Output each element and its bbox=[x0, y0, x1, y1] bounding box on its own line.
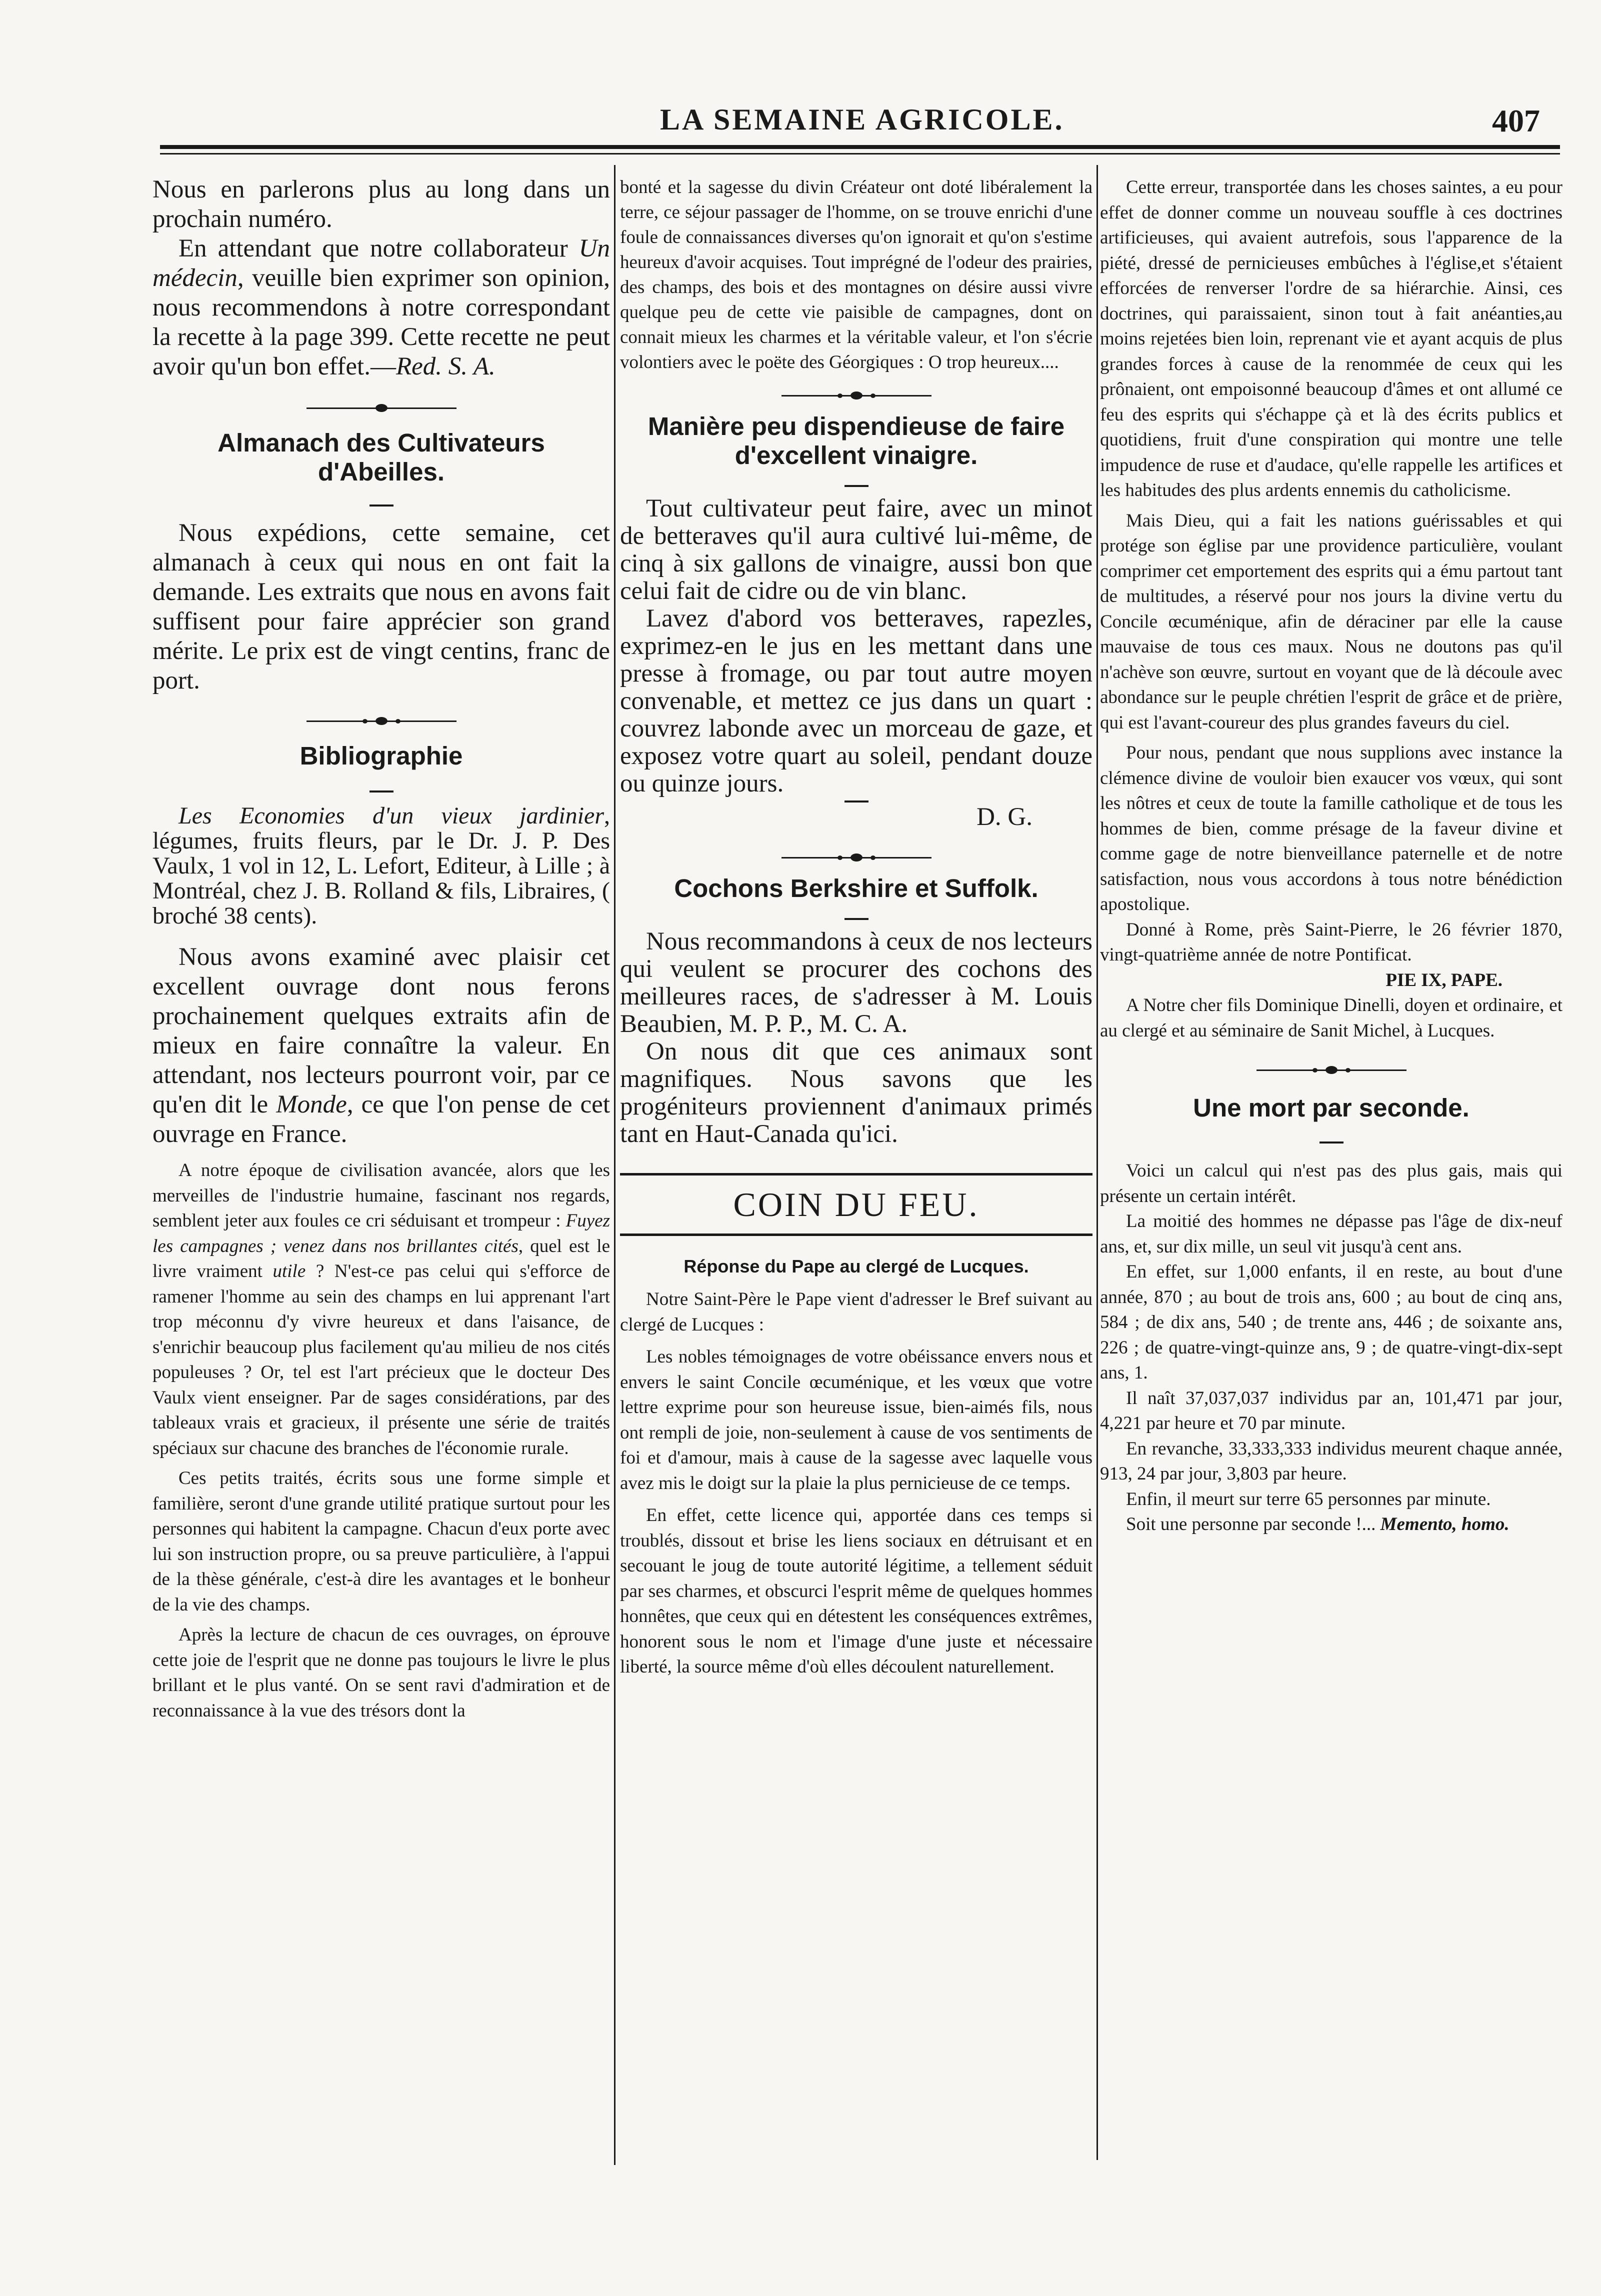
mort-text-2: La moitié des hommes ne dépasse pas l'âge de dix-neuf ans, et, sur dix mille, un seul vit jusqu'à cent ans. bbox=[1100, 1211, 1562, 1257]
vinaigre-heading: Manière peu dispendieuse de faire d'excellent vinaigre. bbox=[648, 412, 1065, 470]
mort-heading: Une mort par seconde. bbox=[1193, 1094, 1470, 1122]
pape-intro: Notre Saint-Père le Pape vient d'adresser le Bref suivant au clergé de Lucques : bbox=[620, 1289, 1092, 1335]
quote-text-c: ? N'est-ce pas celui qui s'efforce de ramener l'homme au sein des champs en lui apprenant l'art trop méconnu d'y vivre heureux et dans l'aisance, de s'enrichir beaucoup plus facilement qu'au milieu de nos cités populeuses ? Or, tel est l'art précieux que le docteur Des Vaulx vient enseigner. Par de sages considérations, par des tableaux vrais et gracieux, il présente une série de traités spéciaux sur chacune des branches de l'économie rurale. bbox=[152, 1261, 610, 1458]
pape-letter-2: En effet, cette licence qui, apportée dans ces temps si troublés, dissout et brise les liens sociaux en détruisant et en secouant le joug de toute autorité légitime, a tellement séduit par ses charmes, et obscurci l'esprit même de quelques hommes honnêtes, que ceux qui en détestent les conséquences extrêmes, honorent sous le nom et l'image d'une juste et nécessaire liberté, la source même d'où elles découlent naturellement. bbox=[620, 1505, 1092, 1677]
book-title: Les Economies d'un vieux jardinier bbox=[178, 802, 604, 829]
pape-letter-3: Cette erreur, transportée dans les choses saintes, a eu pour effet de donner comme un nouveau souffle à ces doctrines artificieuses, qui avaient autrefois, sous l'apparence de la piété, dressé de pernicieuses embûches à l'église,et s'étaient efforcées de renverser l'ordre de sa hiérarchie. Ainsi, ces doctrines, qui paraissaient, sinon tout à fait anéanties,au moins rejetées bien loin, reprenant vie et ayant acquis de plus grandes forces à cause de la renommée de ceux qui les prônaient, ont empoisonné beaucoup d'âmes et ont allumé ce feu des esprits qui s'échappe çà et là des écrits publics et quotidiens, fruit d'une conspiration qui montre une telle impudence de ruse et d'audace, qu'elle rappelle les artifices et les habitudes des plus ardents ennemis du catholicisme. bbox=[1100, 177, 1562, 500]
quote-text-a: A notre époque de civilisation avancée, alors que les merveilles de l'industrie humaine, fascinant nos regards, semblent jeter aux foules ce cri séduisant et trompeur : bbox=[152, 1160, 610, 1231]
column-3 bbox=[1100, 175, 1562, 2160]
quoted-paragraph-1 bbox=[152, 1158, 610, 1461]
mort-text-3: En effet, sur 1,000 enfants, il en reste, au bout d'une année, 870 ; au bout de trois ans, 600 ; au bout de cinq ans, 584 ; de dix ans, 540 ; de trente ans, 446 ; de soixante ans, 226 ; de quatre-vingt-quinze ans, 9 ; de quatre-vingt-dix-sept ans, 1. bbox=[1100, 1262, 1562, 1383]
almanach-text: Nous expédions, cette semaine, cet almanach à ceux qui nous en ont fait la demande. Les extraits que nous en avons fait suffisent pour faire apprécier son grand mérite. Le prix est de vingt centins, franc de port. bbox=[152, 519, 610, 694]
quoted-paragraph-2: Ces petits traités, écrits sous une forme simple et familière, seront d'une grande utilité pratique surtout pour les personnes qui habitent la campagne. Chacun d'eux porte avec lui son instruction propre, ou sa preuve particulière, à l'appui de la thèse générale, c'est-à dire les avantages et le bonheur de la vie des champs. bbox=[152, 1468, 610, 1615]
mort-text-6: Enfin, il meurt sur terre 65 personnes par minute. bbox=[1126, 1488, 1491, 1510]
section-ornament bbox=[782, 852, 932, 863]
mort-text-4: Il naît 37,037,037 individus par an, 101,471 par jour, 4,221 par heure et 70 par minute. bbox=[1100, 1388, 1562, 1434]
coin-du-feu-title: COIN DU FEU. bbox=[733, 1186, 980, 1224]
mort-text-7a: Soit une personne par seconde !... bbox=[1126, 1514, 1380, 1534]
section-ornament bbox=[306, 402, 456, 414]
review-text-2: , ce que l'on pense de cet ouvrage en France. bbox=[152, 1090, 610, 1148]
page-number: 407 bbox=[1492, 103, 1540, 138]
almanach-heading: Almanach des Cultivateurs d'Abeilles. bbox=[218, 428, 545, 486]
article-continuation: bonté et la sagesse du divin Créateur ont doté libéralement la terre, ce séjour passager de l'homme, on se trouve enrichi d'une foule de connaissances diverses qu'on ignorait et qu'on s'estime heureux d'avoir acquises. Tout imprégné de l'odeur des prairies, des champs, des bois et des montagnes on désire aussi vivre quelque peu de cette vie paisible de campagnes, dont on connait mieux les charmes et la véritable valeur, et l'on s'écrie volontiers avec le poëte des Géorgiques : O trop heureux.... bbox=[620, 177, 1092, 372]
newspaper-title: LA SEMAINE AGRICOLE. bbox=[660, 103, 1064, 136]
article-continuation: Nous en parlerons plus au long dans un prochain numéro. bbox=[152, 176, 610, 233]
header-rule-thin bbox=[160, 153, 1560, 154]
editor-note-post: , veuille bien exprimer son opinion, nous recommendons à notre correspondant la recette à la page 399. Cette recette ne peut avoir qu'un bon effet.— bbox=[152, 264, 610, 380]
section-ornament bbox=[306, 716, 456, 726]
editor-note-pre: En attendant que notre collaborateur bbox=[178, 234, 579, 262]
memento-homo: Memento, homo. bbox=[1380, 1514, 1510, 1534]
pape-letter-5: Pour nous, pendant que nous supplions avec instance la clémence divine de vouloir bien exaucer vos vœux, qui sont les nôtres et ceux de toute la famille catholique et de tous les hommes de bien, comme présage de la faveur divine et comme gage de notre bienveillance paternelle et de notre satisfaction, nous vous accordons à tous notre bénédiction apostolique. bbox=[1100, 742, 1562, 914]
book-reference bbox=[152, 804, 610, 928]
editor-note bbox=[152, 234, 610, 382]
review-text-1: Nous avons examiné avec plaisir cet excellent ouvrage dont nous ferons prochainement quelques extraits afin de mieux en faire connaître la valeur. En attendant, nos lecteurs pourront voir, par ce qu'en dit le bbox=[152, 943, 610, 1118]
book-details: , légumes, fruits fleurs, par le Dr. J. P. Des Vaulx, 1 vol in 12, L. Lefort, Editeur, à Lille ; à Montréal, chez J. B. Rolland & fils, Libraires, ( broché 38 cents). bbox=[152, 802, 610, 929]
column-1 bbox=[152, 175, 610, 2185]
cochons-text-2: On nous dit que ces animaux sont magnifiques. Nous savons que les progéniteurs proviennent d'animaux primés tant en Haut-Canada qu'ici. bbox=[620, 1038, 1092, 1148]
quote-italic-2: utile bbox=[272, 1261, 306, 1282]
page-header bbox=[160, 0, 1560, 165]
coin-du-feu-banner bbox=[620, 1173, 1092, 1236]
vinaigre-text-2: Lavez d'abord vos betteraves, rapezles, exprimez-en le jus en les mettant dans une presse à fromage, ou par tout autre moyen convenable, et mettez ce jus dans un quart : couvrez labonde avec un morceau de gaze, et exposez votre quart au soleil, pendant douze ou quinze jours. bbox=[620, 604, 1092, 798]
editor-note-author: Un médecin bbox=[152, 234, 610, 292]
pape-letter-1: Les nobles témoignages de votre obéissance envers nous et envers le saint Concile œcuménique, et les vœux que votre lettre exprime pour son heureuse issue, bien-aimés fils, nous ont rempli de joie, non-seulement à cause de vos sentiments de foi et d'amour, mais à cause de la sagesse avec laquelle vous avez mis le doigt sur la plaie la plus pernicieuse de ce temps. bbox=[620, 1346, 1092, 1494]
cochons-text-1: Nous recommandons à ceux de nos lecteurs qui veulent se procurer des cochons des meilleures races, de s'adresser à M. Louis Beaubien, M. P. P., M. C. A. bbox=[620, 928, 1092, 1038]
vinaigre-text-1: Tout cultivateur peut faire, avec un minot de betteraves qu'il aura cultivé lui-même, de cinq à six gallons de vinaigre, aussi bon que celui fait de cidre ou de vin blanc. bbox=[620, 494, 1092, 605]
pape-signature: PIE IX, PAPE. bbox=[1386, 970, 1502, 990]
review-paragraph bbox=[152, 942, 610, 1149]
pape-addressee: A Notre cher fils Dominique Dinelli, doyen et ordinaire, et au clergé et au séminaire de Sanit Michel, à Lucques. bbox=[1100, 995, 1562, 1041]
review-source: Monde bbox=[276, 1090, 347, 1118]
column-2 bbox=[620, 175, 1092, 2145]
quote-text-b: , quel est le livre vraiment bbox=[152, 1236, 610, 1282]
column-divider-1 bbox=[614, 165, 616, 2165]
vinaigre-signature: D. G. bbox=[976, 803, 1032, 831]
column-divider-2 bbox=[1096, 165, 1098, 2160]
cochons-heading: Cochons Berkshire et Suffolk. bbox=[674, 874, 1038, 902]
mort-text-1: Voici un calcul qui n'est pas des plus gais, mais qui présente un certain intérêt. bbox=[1100, 1160, 1562, 1206]
header-rule-thick bbox=[160, 145, 1560, 149]
bibliographie-heading: Bibliographie bbox=[300, 742, 463, 770]
editor-note-signature: Red. S. A. bbox=[396, 352, 496, 380]
mort-text-7 bbox=[1100, 1512, 1562, 1538]
pape-heading: Réponse du Pape au clergé de Lucques. bbox=[684, 1256, 1029, 1276]
mort-text-5: En revanche, 33,333,333 individus meurent chaque année, 913, 24 par jour, 3,803 par heure. bbox=[1100, 1438, 1562, 1484]
section-ornament bbox=[1256, 1064, 1406, 1076]
pape-letter-4: Mais Dieu, qui a fait les nations guérissables et qui protége son église par une providence particulière, voulant comprimer cet emportement des esprits qui a ému partout tant de multitudes, a réservé pour nos jours la divine vertu du Concile œcuménique, afin de déraciner par elle la cause mauvaise de tous ces maux. Nous ne doutons pas qu'il n'achève son œuvre, surtout en voyant que de là découle avec abondance sur le peuple chrétien l'esprit de grâce et de prière, qui est l'avant-coureur des plus grandes faveurs du ciel. bbox=[1100, 510, 1562, 733]
quote-italic-1: Fuyez les campagnes ; venez dans nos brillantes cités bbox=[152, 1210, 610, 1256]
section-ornament bbox=[782, 390, 932, 401]
quoted-paragraph-3: Après la lecture de chacun de ces ouvrages, on éprouve cette joie de l'esprit que ne donne pas toujours le livre le plus brillant et le plus vanté. On se sent ravi d'admiration et de reconnaissance à la vue des trésors dont la bbox=[152, 1624, 610, 1721]
pape-letter-date: Donné à Rome, près Saint-Pierre, le 26 février 1870, vingt-quatrième année de notre Pontificat. bbox=[1100, 919, 1562, 965]
